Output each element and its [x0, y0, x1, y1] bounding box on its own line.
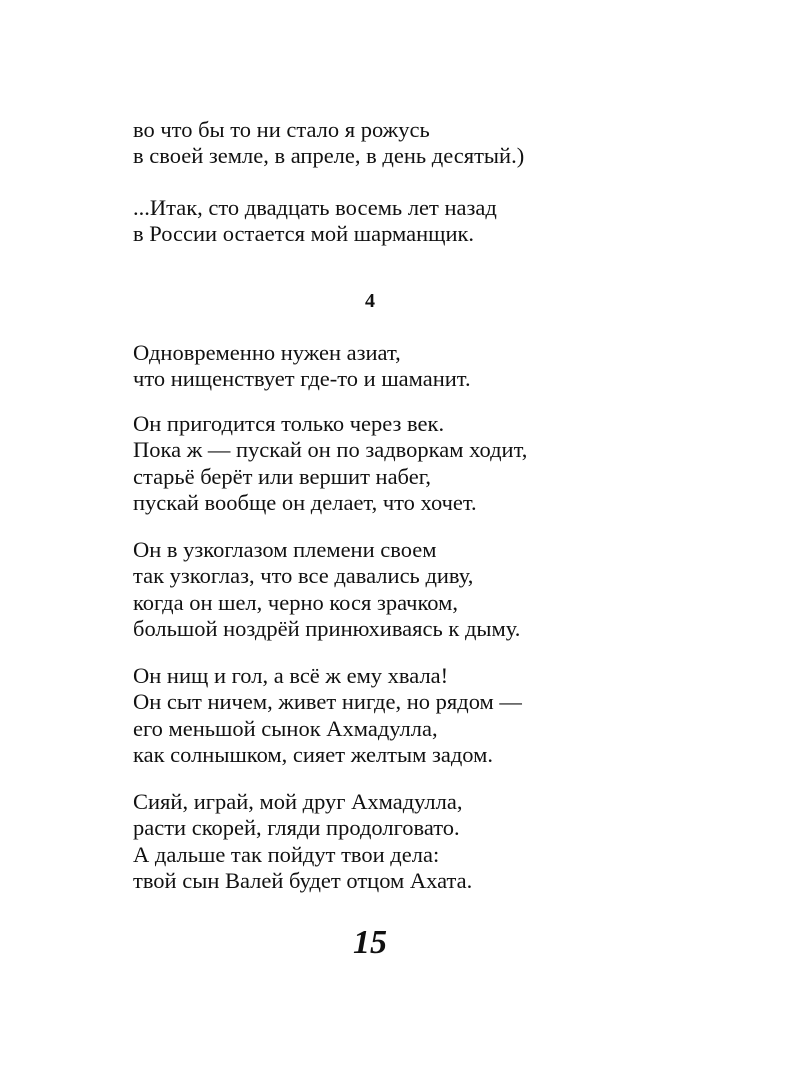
poem-line: пускай вообще он делает, что хочет.: [133, 489, 477, 515]
poem-line: А дальше так пойдут твои дела:: [133, 841, 440, 867]
poem-line: как солнышком, сияет желтым задом.: [133, 741, 493, 767]
poem-line: что нищенствует где-то и шаманит.: [133, 366, 471, 392]
section-number: 4: [365, 290, 375, 312]
poem-line: твой сын Валей будет отцом Ахата.: [133, 867, 473, 893]
poem-line: ...Итак, сто двадцать восемь лет назад: [133, 195, 497, 220]
poem-line: его меньшой сынок Ахмадулла,: [133, 715, 438, 741]
poem-line: Он нищ и гол, а всё ж ему хвала!: [133, 663, 449, 688]
poem-line: расти скорей, гляди продолговато.: [133, 815, 460, 841]
stanza-3: [133, 340, 471, 393]
page-number: 15: [353, 924, 387, 961]
poem-line: во что бы то ни стало я рожусь: [133, 117, 430, 142]
stanza-1: [133, 117, 524, 170]
poem-line: старьё берёт или вершит набег,: [133, 463, 432, 489]
stanza-6: [133, 663, 522, 768]
poem-line: Он пригодится только через век.: [133, 411, 445, 436]
poem-line: в России остается мой шарманщик.: [133, 221, 475, 247]
stanza-2: [133, 195, 497, 248]
stanza-5: [133, 537, 520, 642]
poem-line: Сияй, играй, мой друг Ахмадулла,: [133, 789, 463, 814]
poem-line: когда он шел, черно кося зрачком,: [133, 589, 458, 615]
stanza-7: [133, 789, 472, 894]
poem-line: Одновременно нужен азиат,: [133, 340, 401, 365]
poem-line: в своей земле, в апреле, в день десятый.): [133, 143, 525, 169]
stanza-4: [133, 411, 527, 516]
poem-line: Он в узкоглазом племени своем: [133, 537, 437, 562]
poem-line: большой ноздрёй принюхиваясь к дыму.: [133, 615, 521, 641]
poem-line: Пока ж — пускай он по задворкам ходит,: [133, 437, 528, 463]
poem-line: так узкоглаз, что все давались диву,: [133, 563, 474, 589]
poem-line: Он сыт ничем, живет нигде, но рядом —: [133, 689, 522, 715]
